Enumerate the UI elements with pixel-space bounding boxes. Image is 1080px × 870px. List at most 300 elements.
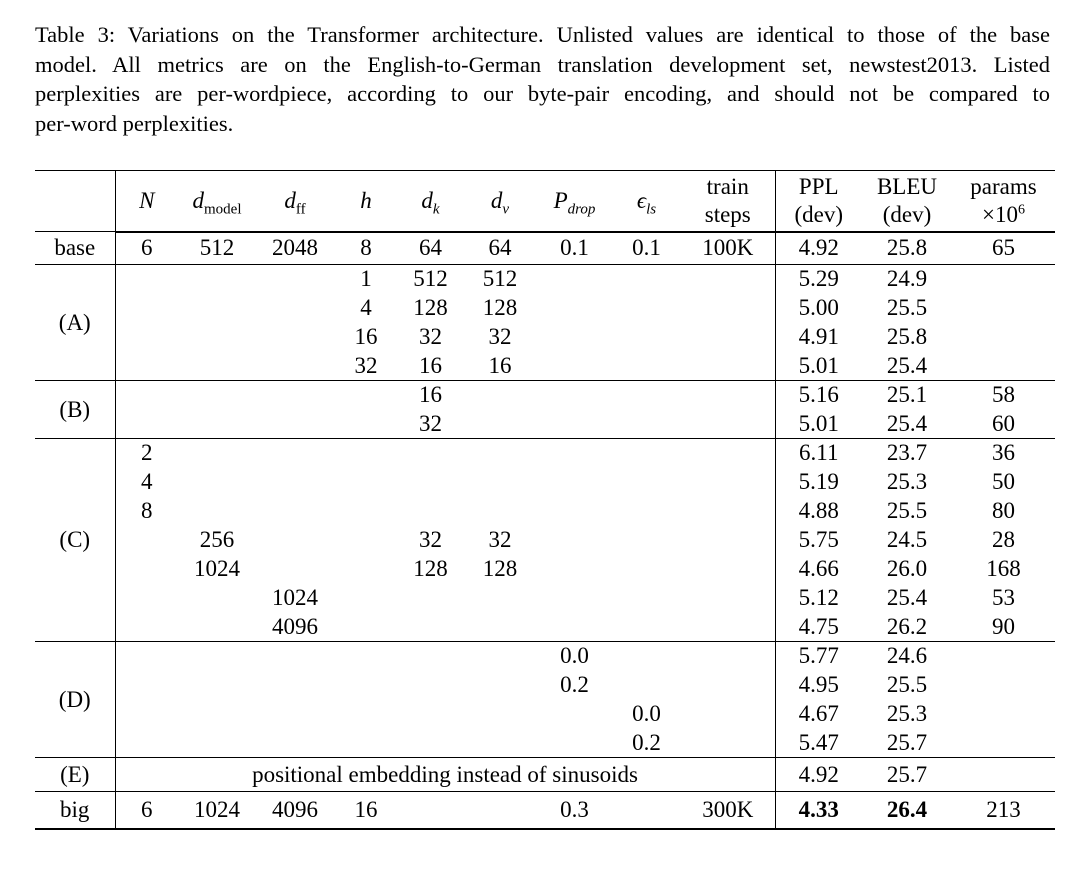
table-cell [178, 584, 256, 613]
table-cell [115, 352, 178, 381]
table-cell: 300K [681, 792, 775, 829]
pdrop-subscript: drop [567, 201, 596, 218]
table-cell: 4 [141, 469, 153, 494]
table-cell: 213 [952, 792, 1055, 829]
table-cell: 16 [354, 324, 378, 349]
params-exponent: 6 [1017, 202, 1025, 218]
table-cell: 100K [681, 232, 775, 265]
table-cell [178, 410, 256, 439]
table-cell: 90 [952, 613, 1055, 642]
table-cell: 25.3 [886, 469, 928, 494]
table-cell [398, 497, 463, 526]
table-cell: 4.91 [775, 323, 862, 352]
table-cell [537, 555, 612, 584]
table-cell: 4.95 [775, 671, 862, 700]
table-cell [681, 497, 775, 526]
table-cell: 25.4 [862, 410, 952, 439]
table-cell [398, 729, 463, 758]
epsilon-subscript: ls [646, 201, 657, 218]
results-table [35, 170, 1055, 830]
table-cell [256, 526, 334, 555]
table-cell [681, 294, 775, 323]
table-cell [463, 642, 537, 671]
table-row [35, 232, 1055, 265]
table-cell [256, 555, 334, 584]
table-cell [952, 265, 1055, 294]
table-cell [463, 410, 537, 439]
table-cell [256, 410, 334, 439]
table-cell [178, 323, 256, 352]
table-cell: 1024 [178, 792, 256, 829]
table-cell [537, 265, 612, 294]
col-header-h [334, 171, 398, 232]
table-cell: 5.77 [775, 642, 862, 671]
table-row [35, 671, 1055, 700]
table-cell: 25.8 [862, 232, 952, 265]
col-header-n [115, 171, 178, 232]
table-cell [334, 671, 398, 700]
table-row [35, 729, 1055, 758]
bleu-line2: (dev) [882, 201, 932, 227]
table-cell [398, 468, 463, 497]
table-cell [334, 410, 398, 439]
corner-cell [35, 171, 115, 232]
ppl-line1: PPL [798, 173, 839, 199]
table-cell: 4.33 [775, 792, 862, 829]
caption-line-4: per-word perplexities. [35, 110, 234, 136]
table-cell: 60 [952, 410, 1055, 439]
col-header-epsilon-ls [612, 171, 681, 232]
col-header-params [952, 171, 1055, 232]
table-cell: 6 [115, 792, 178, 829]
table-cell: 25.7 [862, 758, 952, 792]
table-cell [115, 526, 178, 555]
table-cell: 0.0 [560, 643, 589, 669]
table-cell: 5.75 [775, 526, 862, 555]
table-cell: 5.12 [775, 584, 862, 613]
n-symbol: N [139, 187, 155, 213]
table-cell: 24.6 [886, 643, 928, 669]
bleu-line1: BLEU [876, 173, 938, 199]
table-cell [612, 671, 681, 700]
table-cell: 25.5 [886, 672, 928, 697]
table-row [35, 381, 1055, 410]
params-line1: params [970, 173, 1037, 199]
table-cell [256, 323, 334, 352]
table-cell [537, 584, 612, 613]
table-row [35, 584, 1055, 613]
table-cell [537, 497, 612, 526]
ppl-line2: (dev) [794, 201, 844, 227]
table-cell [681, 323, 775, 352]
table-cell: 24.9 [886, 266, 928, 292]
table-cell [681, 555, 775, 584]
table-cell: 53 [992, 585, 1015, 610]
row-label-c: (C) [35, 439, 115, 642]
dmodel-subscript: model [204, 201, 242, 218]
table-cell: 24.5 [886, 527, 928, 552]
table-cell: 16 [419, 382, 442, 408]
train-steps-line1: train [706, 173, 749, 199]
table-cell [178, 381, 256, 410]
col-header-dff [256, 171, 334, 232]
table-cell: 0.0 [632, 701, 661, 726]
table-cell [115, 555, 178, 584]
table-cell [681, 613, 775, 642]
dk-symbol: d [421, 187, 433, 213]
table-cell: 32 [334, 352, 398, 381]
table-cell [612, 439, 681, 468]
table-cell [612, 265, 681, 294]
table-cell [334, 439, 398, 468]
table-cell: 25.7 [862, 729, 952, 758]
table-cell [537, 352, 612, 381]
table-cell [334, 497, 398, 526]
table-cell [334, 381, 398, 410]
table-row [35, 410, 1055, 439]
row-label-big: big [35, 792, 115, 829]
table-cell [115, 642, 178, 671]
table-cell [463, 613, 537, 642]
table-cell [463, 439, 537, 468]
table-cell [115, 584, 178, 613]
table-cell [256, 729, 334, 758]
dff-subscript: ff [295, 201, 306, 218]
dk-subscript: k [432, 201, 440, 218]
table-cell [537, 323, 612, 352]
table-cell [334, 700, 398, 729]
table-cell [952, 352, 1055, 381]
table-cell: 32 [419, 527, 442, 552]
table-cell: 64 [463, 232, 537, 265]
table-cell: 4.75 [775, 613, 862, 642]
table-cell [537, 526, 612, 555]
spanning-note-cell: positional embedding instead of sinusoids [115, 758, 775, 792]
table-cell: 1024 [272, 585, 318, 610]
table-cell: 4.88 [775, 497, 862, 526]
table-cell [681, 468, 775, 497]
table-cell: 8 [334, 232, 398, 265]
table-cell [612, 497, 681, 526]
table-cell [178, 294, 256, 323]
caption-line-3: perplexities are per-wordpiece, according to our byte-pair encoding, and should not be compared to [35, 81, 1050, 106]
caption-line-1: Table 3: Variations on the Transformer architecture. Unlisted values are identical to those of the base [35, 22, 1050, 47]
table-cell: 64 [398, 232, 463, 265]
table-cell: 25.5 [886, 498, 928, 523]
table-cell [612, 381, 681, 410]
table-cell: 25.8 [886, 324, 928, 349]
table-cell [952, 642, 1055, 671]
table-cell [681, 526, 775, 555]
table-cell [115, 410, 178, 439]
table-cell: 128 [482, 556, 518, 581]
table-cell [681, 410, 775, 439]
row-label-e: (E) [35, 758, 115, 792]
table-cell [952, 758, 1055, 792]
table-cell [537, 613, 612, 642]
table-cell [612, 323, 681, 352]
table-cell [612, 792, 681, 829]
table-cell: 5.19 [775, 468, 862, 497]
table-row [35, 294, 1055, 323]
table-cell [681, 584, 775, 613]
table-cell [681, 642, 775, 671]
table-cell [178, 729, 256, 758]
table-row [35, 265, 1055, 294]
table-cell: 4 [360, 295, 372, 320]
table-cell: 25.4 [886, 585, 928, 610]
h-symbol: h [360, 187, 372, 213]
table-cell [681, 381, 775, 410]
table-cell: 80 [992, 498, 1015, 523]
table-cell [398, 700, 463, 729]
table-row [35, 613, 1055, 642]
table-cell [537, 700, 612, 729]
table-cell [463, 381, 537, 410]
table-row [35, 352, 1055, 381]
table-cell: 4.92 [775, 232, 862, 265]
table-cell [178, 700, 256, 729]
table-cell: 25.4 [862, 352, 952, 381]
table-cell: 0.3 [537, 792, 612, 829]
table-cell [681, 265, 775, 294]
header-row [35, 171, 1055, 232]
table-cell [178, 468, 256, 497]
table-cell: 28 [992, 527, 1015, 552]
dv-symbol: d [490, 187, 503, 213]
table-cell [256, 700, 334, 729]
table-cell [256, 642, 334, 671]
col-header-dmodel [178, 171, 256, 232]
table-cell: 1 [360, 266, 372, 292]
table-cell [612, 294, 681, 323]
table-row [35, 439, 1055, 468]
table-cell [612, 352, 681, 381]
table-cell [178, 352, 256, 381]
table-cell [256, 352, 334, 381]
table-cell: 26.0 [886, 556, 928, 581]
table-cell: 26.4 [862, 792, 952, 829]
table-cell [178, 265, 256, 294]
table-cell: 128 [413, 556, 448, 581]
table-cell: 2 [141, 440, 153, 466]
table-cell: 5.00 [775, 294, 862, 323]
col-header-dk [398, 171, 463, 232]
table-cell [952, 294, 1055, 323]
table-caption [35, 20, 1050, 138]
table-cell [115, 323, 178, 352]
dff-symbol: d [284, 187, 296, 213]
col-header-ppl [775, 171, 862, 232]
table-cell [178, 439, 256, 468]
col-header-pdrop [537, 171, 612, 232]
table-cell [115, 700, 178, 729]
table-cell: 65 [952, 232, 1055, 265]
table-cell: 5.29 [775, 265, 862, 294]
table-cell [398, 584, 463, 613]
table-cell: 4096 [256, 613, 334, 642]
table-cell [612, 613, 681, 642]
table-row [35, 497, 1055, 526]
table-cell [612, 468, 681, 497]
table-cell: 4.66 [775, 555, 862, 584]
table-cell: 4.67 [775, 700, 862, 729]
epsilon-symbol: ϵ [636, 187, 647, 213]
table-cell: 32 [398, 410, 463, 439]
table-body [35, 232, 1055, 829]
table-cell [334, 555, 398, 584]
table-cell [334, 642, 398, 671]
table-cell [681, 671, 775, 700]
table-cell [256, 671, 334, 700]
table-cell [398, 439, 463, 468]
table-cell [537, 729, 612, 758]
table-cell: 2048 [256, 232, 334, 265]
table-row [35, 758, 1055, 792]
table-cell [398, 613, 463, 642]
table-row [35, 323, 1055, 352]
table-cell: 25.3 [886, 701, 928, 726]
table-cell [256, 497, 334, 526]
table-cell [612, 642, 681, 671]
table-cell [463, 792, 537, 829]
row-label-base: base [35, 232, 115, 265]
table-cell: 5.01 [775, 352, 862, 381]
table-row [35, 700, 1055, 729]
table-cell: 512 [413, 266, 448, 292]
table-cell: 0.2 [560, 672, 589, 697]
table-cell [178, 642, 256, 671]
table-row [35, 468, 1055, 497]
table-cell: 23.7 [886, 440, 928, 466]
table-cell: 50 [992, 469, 1015, 494]
table-cell [334, 468, 398, 497]
table-cell: 16 [463, 352, 537, 381]
table-cell [115, 729, 178, 758]
table-cell [256, 294, 334, 323]
row-label-a: (A) [35, 265, 115, 381]
table-cell [256, 439, 334, 468]
table-cell: 256 [199, 527, 235, 552]
table-cell [463, 729, 537, 758]
table-cell [463, 584, 537, 613]
pdrop-symbol: P [553, 187, 568, 213]
table-cell: 128 [413, 295, 448, 320]
table-cell [952, 671, 1055, 700]
table-cell: 128 [482, 295, 518, 320]
table-cell [537, 410, 612, 439]
params-line2 [952, 201, 1055, 229]
col-header-bleu [862, 171, 952, 232]
table-cell [334, 613, 398, 642]
table-cell [334, 526, 398, 555]
table-cell [398, 671, 463, 700]
table-cell [612, 555, 681, 584]
table-cell: 4.92 [775, 758, 862, 792]
table-cell [952, 700, 1055, 729]
table-cell [115, 613, 178, 642]
table-cell: 16 [398, 352, 463, 381]
table-cell [537, 439, 612, 468]
table-cell [115, 265, 178, 294]
row-label-d: (D) [35, 642, 115, 758]
table-cell [612, 526, 681, 555]
table-cell: 5.16 [775, 381, 862, 410]
dv-subscript: v [502, 201, 510, 218]
caption-line-2: model. All metrics are on the English-to-German translation development set, newstest2013. Listed [35, 51, 1050, 77]
table-cell: 512 [178, 232, 256, 265]
table-cell: 32 [419, 324, 442, 349]
table-cell [952, 323, 1055, 352]
table-cell [256, 265, 334, 294]
table-cell [681, 352, 775, 381]
table-cell: 26.2 [862, 613, 952, 642]
table-cell [952, 729, 1055, 758]
table-cell: 36 [992, 440, 1015, 466]
table-cell: 25.1 [886, 382, 928, 408]
table-cell: 512 [482, 266, 518, 292]
table-cell: 58 [992, 382, 1015, 408]
table-cell: 6 [115, 232, 178, 265]
table-cell [398, 642, 463, 671]
table-cell [537, 381, 612, 410]
table-cell [256, 468, 334, 497]
table-cell: 5.01 [775, 410, 862, 439]
table-cell: 0.2 [612, 729, 681, 758]
table-cell [178, 613, 256, 642]
table-cell [178, 671, 256, 700]
row-label-b: (B) [35, 381, 115, 439]
table-cell: 25.5 [886, 295, 928, 320]
table-row [35, 792, 1055, 829]
table-cell [463, 671, 537, 700]
table-cell [463, 700, 537, 729]
table-cell [681, 439, 775, 468]
table-cell [178, 497, 256, 526]
train-steps-line2: steps [704, 201, 751, 227]
dmodel-symbol: d [192, 187, 204, 213]
table-row [35, 526, 1055, 555]
table-cell: 168 [986, 556, 1021, 581]
table-cell [681, 700, 775, 729]
table-cell: 8 [141, 498, 153, 523]
table-cell: 5.47 [775, 729, 862, 758]
table-cell [681, 729, 775, 758]
table-cell [334, 584, 398, 613]
table-cell [398, 792, 463, 829]
table-row [35, 555, 1055, 584]
table-cell: 16 [334, 792, 398, 829]
table-cell: 32 [488, 527, 512, 552]
params-times-base: ×10 [982, 201, 1018, 227]
table-cell [612, 584, 681, 613]
table-cell [115, 294, 178, 323]
table-cell: 0.1 [612, 232, 681, 265]
table-cell: 1024 [194, 556, 240, 581]
table-cell: 6.11 [775, 439, 862, 468]
table-cell [537, 468, 612, 497]
table-cell [115, 671, 178, 700]
table-cell: 32 [488, 324, 512, 349]
table-cell [537, 294, 612, 323]
table-cell [612, 410, 681, 439]
col-header-train-steps [681, 171, 775, 232]
table-cell [115, 381, 178, 410]
table-cell: 0.1 [537, 232, 612, 265]
table-cell [256, 381, 334, 410]
col-header-dv [463, 171, 537, 232]
table-cell [334, 729, 398, 758]
